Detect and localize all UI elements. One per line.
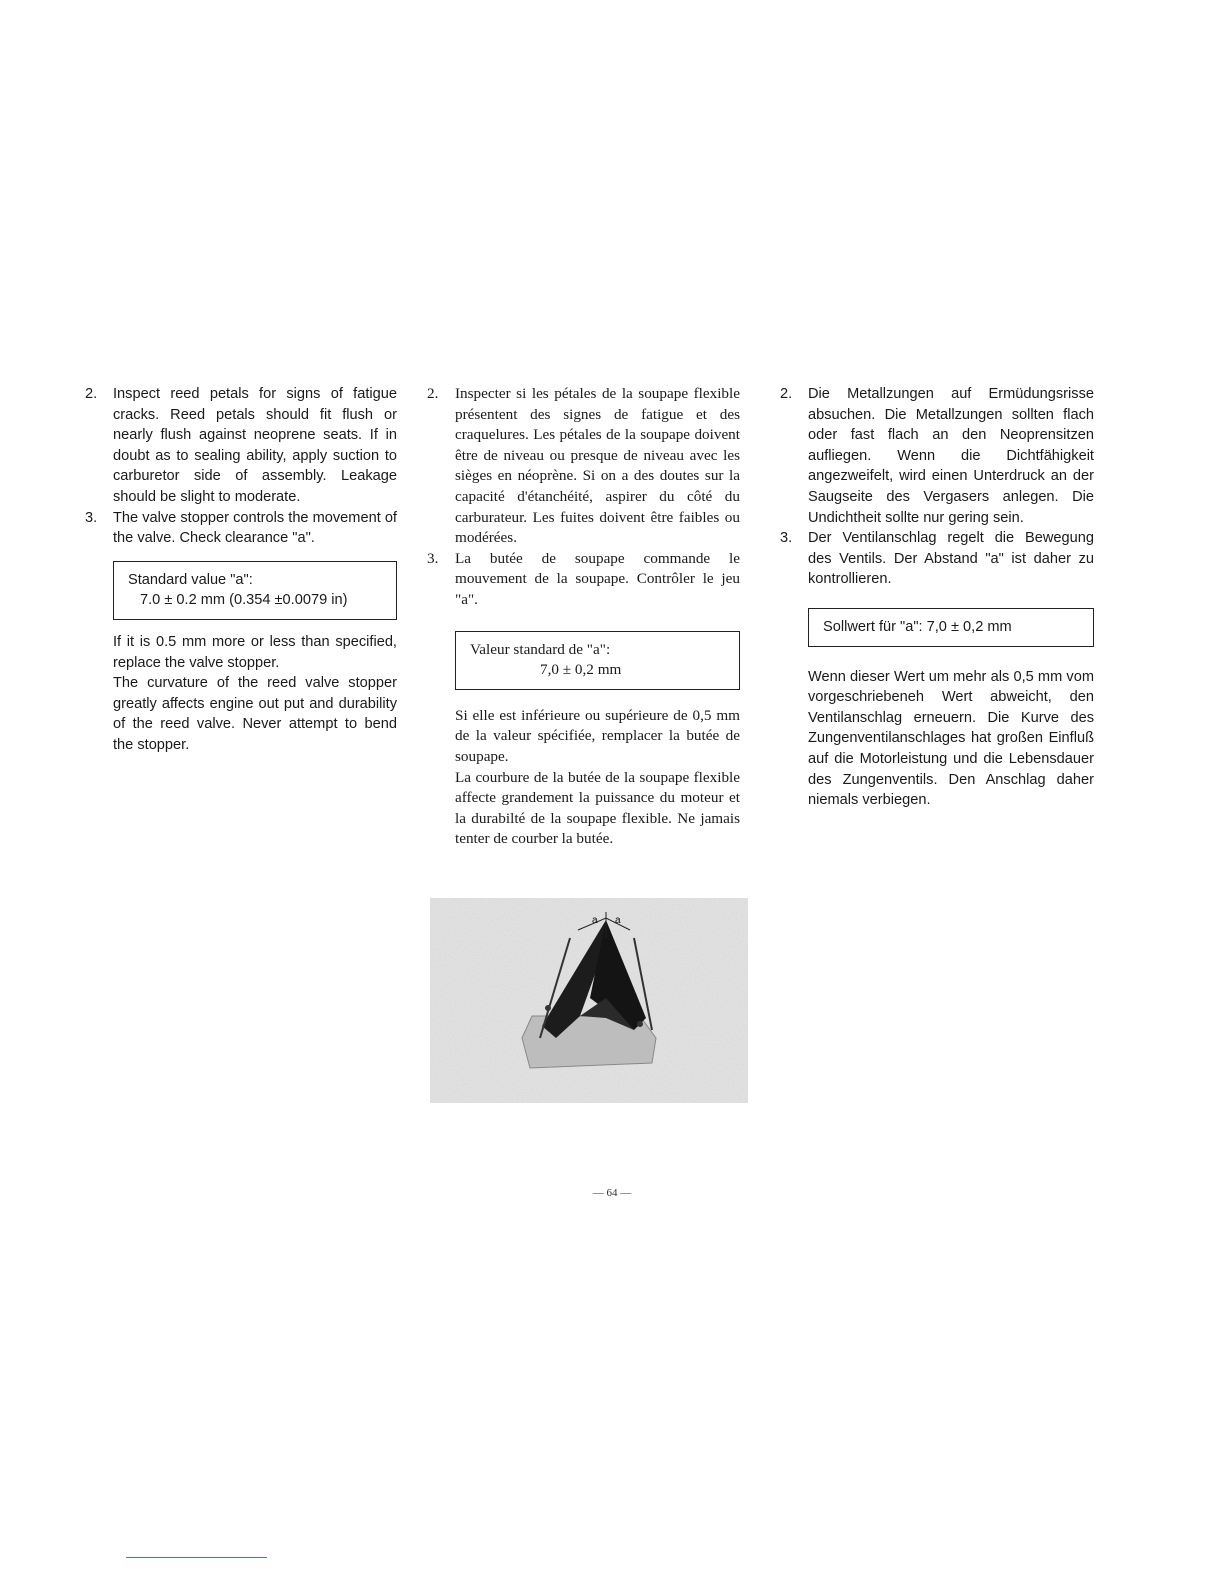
step-text: Inspecter si les pétales de la soupape flexible présentent des signes de fatigue et des craquelures. Les pétales de la soupape doivent être de niveau ou presque de niveau avec les sièges en néoprène. Si on a des doutes sur la capacité d'étanchéité, aspirer du côté du carburateur. Les fuites doivent être faibles ou modérées. (455, 385, 740, 547)
spec-value: 7,0 ± 0,2 mm (540, 661, 622, 679)
step-number: 2. (780, 386, 793, 402)
reed-valve-photo (430, 898, 748, 1103)
english-column (85, 384, 397, 756)
label-a-right: a (615, 915, 621, 926)
step-2 (780, 384, 1094, 528)
step-text: The valve stopper controls the movement of the valve. Check clearance "a". (113, 509, 397, 547)
spec-box (113, 561, 397, 620)
step-number: 3. (780, 530, 793, 547)
step-number: 3. (427, 549, 439, 567)
spec-label: Standard value "a": (128, 571, 253, 588)
paragraph: Si elle est inférieure ou supérieure de 0,5 mm de la valeur spécifiée, remplacer la butée de soupape. (455, 706, 740, 765)
step-number: 2. (85, 386, 98, 402)
reed-valve-illustration (430, 898, 748, 1103)
step-text: La butée de soupape commande le mouvement de la soupape. Contrôler le jeu "a". (455, 549, 740, 608)
step-3 (85, 508, 397, 549)
spec-label: Valeur standard de "a": (470, 640, 611, 658)
step-text: Der Ventilanschlag regelt die Bewegung des Ventils. Der Abstand "a" ist daher zu kontrollieren. (808, 530, 1094, 588)
step-3 (427, 549, 740, 611)
paragraph: Wenn dieser Wert um mehr als 0,5 mm vom vorgeschriebeneh Wert abweicht, den Ventilanschlag erneuern. Die Kurve des Zungenventilanschlages hat großen Einfluß auf die Motorleistung und die Lebensdauer des Zungenventils. Den Anschlag daher niemals verbiegen. (808, 668, 1094, 809)
german-column (780, 384, 1094, 811)
photo-grain (430, 898, 748, 1103)
step-3 (780, 528, 1094, 590)
step-text: Inspect reed petals for signs of fatigue cracks. Reed petals should fit flush or nearly flush against neoprene seats. If in doubt as to sealing ability, apply suction to carburetor side of assembly. Leakage should be slight to moderate. (113, 386, 397, 505)
paragraph: The curvature of the reed valve stopper greatly affects engine out put and durability of the reed valve. Never attempt to bend the stopper. (113, 675, 397, 753)
step-2 (427, 384, 740, 549)
spec-value: Sollwert für "a": 7,0 ± 0,2 mm (823, 618, 1012, 635)
paragraph: La courbure de la butée de la soupape flexible affecte grandement la puissance du moteur et la durabilté de la soupape flexible. Ne jamais tenter de courber la butée. (455, 768, 740, 848)
spec-box (455, 631, 740, 690)
step-number: 2. (427, 385, 439, 402)
blue-rule-divider (126, 1557, 267, 1558)
screw-icon (545, 1005, 551, 1011)
spec-box (808, 608, 1094, 647)
spec-value: 7.0 ± 0.2 mm (0.354 ±0.0079 in) (140, 592, 348, 609)
french-column (427, 384, 740, 850)
screw-icon (637, 1021, 643, 1027)
step-2 (85, 384, 397, 508)
label-a-left: a (592, 915, 598, 926)
paragraph: If it is 0.5 mm more or less than specified, replace the valve stopper. (113, 633, 397, 671)
page-number: — 64 — (592, 1187, 632, 1199)
step-text: Die Metallzungen auf Ermüdungsrisse absuchen. Die Metallzungen sollten flach oder fast flach an den Neoprensitzen aufliegen. Wenn die Dichtfähigkeit angezweifelt, wird einen Unterdruck an der Saugseite des Vergasers anlegen. Die Undichtheit sollte nur gering sein. (808, 386, 1094, 526)
step-number: 3. (85, 509, 98, 526)
